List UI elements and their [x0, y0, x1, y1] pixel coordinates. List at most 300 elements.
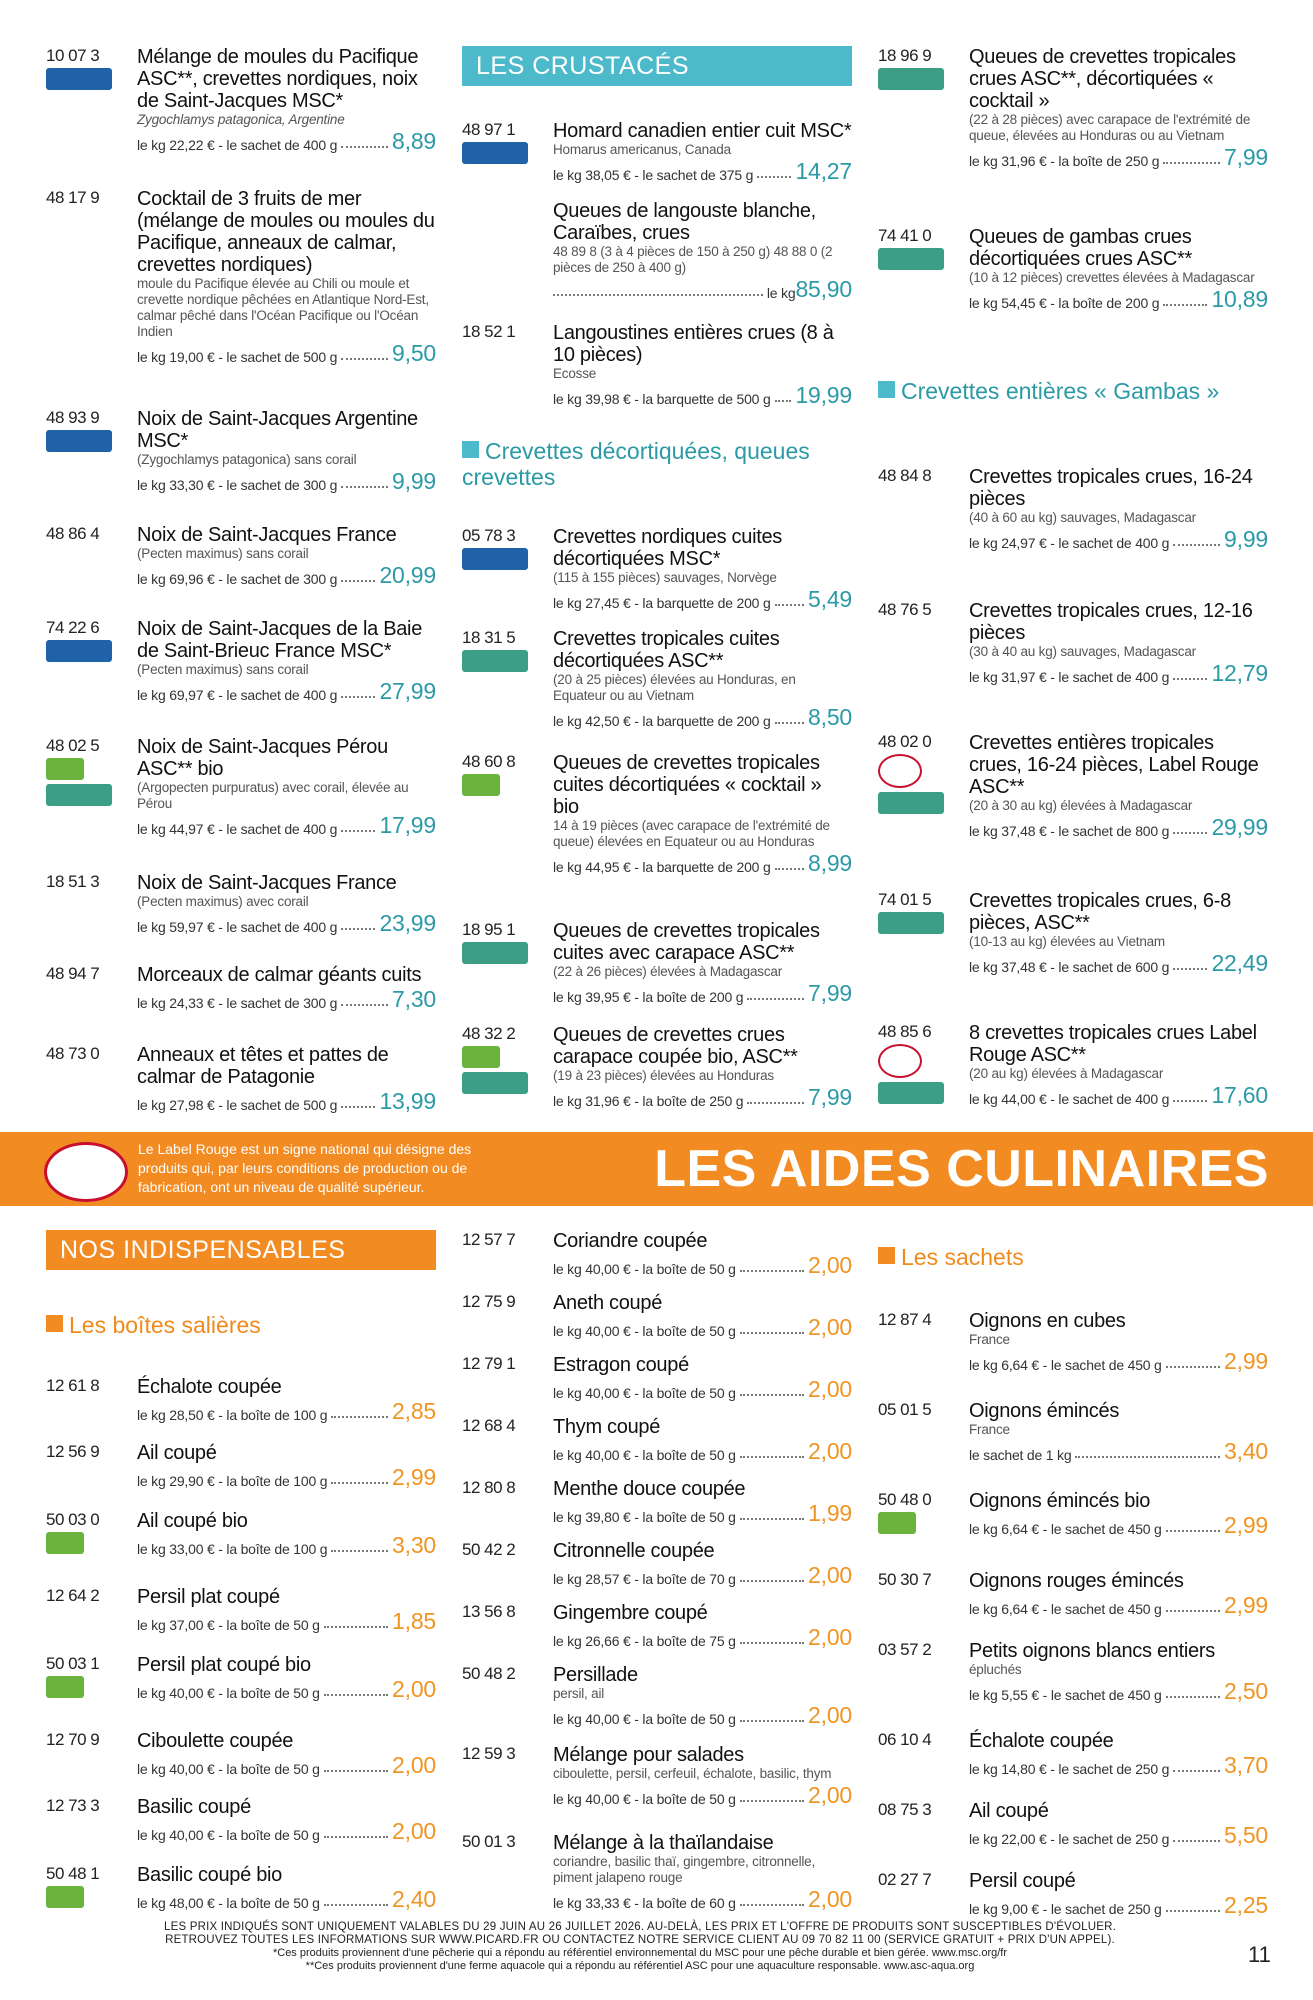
product-code: 48 84 8	[878, 466, 932, 485]
price-line	[969, 1083, 1268, 1107]
product-detail: France	[969, 1422, 1010, 1437]
product-detail: (19 à 23 pièces) élevées au Honduras	[553, 1068, 774, 1083]
unit-price: le kg 31,96 € - la boîte de 250 g	[553, 1093, 744, 1109]
price-line	[553, 1703, 852, 1727]
product-name: Gingembre coupé	[553, 1602, 708, 1624]
price-line	[137, 1887, 436, 1911]
contact-notice: RETROUVEZ TOUTES LES INFORMATIONS SUR WWW.PICARD.FR OU CONTACTEZ NOTRE SERVICE CLIENT AU 09 70 82 11 00 (SERVICE GRATUIT + PRIX D'UN APPEL).	[165, 1934, 1115, 1946]
asc-label-icon	[878, 248, 944, 270]
unit-price: le kg 19,00 € - le sachet de 500 g	[137, 349, 338, 365]
product-detail: ciboulette, persil, cerfeuil, échalote, basilic, thym	[553, 1766, 832, 1781]
price: 2,00	[392, 1676, 436, 1702]
unit-price: le kg 40,00 € - la boîte de 50 g	[553, 1323, 736, 1339]
unit-price: le kg 31,97 € - le sachet de 400 g	[969, 669, 1170, 685]
price-line	[553, 1253, 852, 1277]
unit-price: le kg 40,00 € - la boîte de 50 g	[553, 1791, 736, 1807]
product-code: 05 01 5	[878, 1400, 932, 1419]
unit-price: le kg 31,96 € - la boîte de 250 g	[969, 153, 1160, 169]
product-code: 05 78 3	[462, 526, 516, 545]
product-code: 48 85 6	[878, 1022, 932, 1041]
label-rouge-icon	[878, 754, 922, 788]
product-code: 03 57 2	[878, 1640, 932, 1659]
product-code: 18 52 1	[462, 322, 516, 341]
product-item	[878, 1870, 1268, 1917]
product-name: Cocktail de 3 fruits de mer (mélange de moules ou moules du Pacifique, anneaux de calmar, crevettes nordiques)	[137, 188, 435, 276]
unit-price: le kg 39,98 € - la barquette de 500 g	[553, 391, 771, 407]
asc-label-icon	[878, 68, 944, 90]
product-item	[878, 890, 1268, 975]
msc-label-icon	[46, 430, 112, 452]
product-detail: (Pecten maximus) avec corail	[137, 894, 309, 909]
label-rouge-note: Le Label Rouge est un signe national qui désigne des produits qui, par leurs conditions de production ou de fabrication, ont un niveau de qualité supérieur.	[138, 1141, 472, 1195]
price: 2,00	[808, 1314, 852, 1340]
price: 9,99	[1224, 526, 1268, 552]
product-detail: coriandre, basilic thaï, gingembre, citronnelle, piment jalapeno rouge	[553, 1854, 816, 1885]
product-name: Queues de crevettes crues carapace coupée bio, ASC**	[553, 1024, 798, 1068]
price: 2,50	[1224, 1678, 1268, 1704]
organic-leaf-icon	[878, 1512, 916, 1534]
price-line	[553, 1563, 852, 1587]
price: 2,99	[1224, 1512, 1268, 1538]
unit-price: le kg 24,97 € - le sachet de 400 g	[969, 535, 1170, 551]
price: 5,49	[808, 586, 852, 612]
heading-text: Les boîtes salières	[69, 1312, 261, 1338]
price: 2,00	[808, 1624, 852, 1650]
product-item	[462, 1354, 852, 1401]
organic-leaf-icon	[46, 758, 84, 780]
price-line	[969, 1823, 1268, 1847]
product-name: Crevettes tropicales crues, 12-16 pièces	[969, 600, 1253, 644]
price-line	[553, 1439, 852, 1463]
product-name: Queues de crevettes tropicales cuites décortiquées « cocktail » bio	[553, 752, 822, 818]
price-line	[969, 1893, 1268, 1917]
product-name: Ail coupé	[137, 1442, 217, 1464]
price: 3,70	[1224, 1752, 1268, 1778]
product-item	[46, 618, 436, 703]
product-item	[46, 46, 436, 153]
product-detail: (20 à 30 au kg) élevées à Madagascar	[969, 798, 1193, 813]
product-code: 10 07 3	[46, 46, 100, 65]
product-code: 48 93 9	[46, 408, 100, 427]
product-name: Persil coupé	[969, 1870, 1076, 1892]
msc-footnote: *Ces produits proviennent d'une pêcherie qui a répondu au référentiel environnemental du MSC pour une pêche durable et bien gérée. www.msc.org/fr	[272, 1947, 1008, 1959]
price-line	[137, 1609, 436, 1633]
asc-label-icon	[462, 1072, 528, 1094]
price-line	[969, 1679, 1268, 1703]
unit-price: le kg 38,05 € - le sachet de 375 g	[553, 167, 754, 183]
product-name: Basilic coupé bio	[137, 1864, 282, 1886]
product-item	[878, 1570, 1268, 1617]
product-name: Estragon coupé	[553, 1354, 689, 1376]
product-item	[462, 1664, 852, 1727]
product-item	[462, 526, 852, 611]
product-code: 74 22 6	[46, 618, 100, 637]
product-name: Anneaux et têtes et pattes de calmar de Patagonie	[137, 1044, 389, 1088]
product-code: 12 56 9	[46, 1442, 100, 1461]
price-line	[137, 1677, 436, 1701]
product-code: 18 51 3	[46, 872, 100, 891]
product-item	[462, 920, 852, 1005]
product-code: 12 61 8	[46, 1376, 100, 1395]
price-line	[969, 815, 1268, 839]
product-detail: Zygochlamys patagonica, Argentine	[137, 112, 345, 127]
product-name: Noix de Saint-Jacques Pérou ASC** bio	[137, 736, 388, 780]
heading-text: Les sachets	[901, 1244, 1024, 1270]
organic-leaf-icon	[46, 1532, 84, 1554]
product-detail: (40 à 60 au kg) sauvages, Madagascar	[969, 510, 1196, 525]
square-bullet-icon	[462, 441, 479, 458]
product-code: 50 01 3	[462, 1832, 516, 1851]
price: 2,00	[808, 1438, 852, 1464]
product-name: Thym coupé	[553, 1416, 661, 1438]
unit-price: le kg 6,64 € - le sachet de 450 g	[969, 1601, 1162, 1617]
price: 23,99	[379, 910, 436, 936]
sachets-heading	[878, 1244, 1258, 1270]
price: 1,85	[392, 1608, 436, 1634]
product-item	[46, 1730, 436, 1777]
unit-price: le kg 44,95 € - la barquette de 200 g	[553, 859, 771, 875]
product-name: Noix de Saint-Jacques France	[137, 524, 397, 546]
price: 2,40	[392, 1886, 436, 1912]
product-name: Coriandre coupée	[553, 1230, 708, 1252]
product-code: 50 48 2	[462, 1664, 516, 1683]
product-code: 48 17 9	[46, 188, 100, 207]
unit-price: le kg 40,00 € - la boîte de 50 g	[553, 1447, 736, 1463]
square-bullet-icon	[878, 1247, 895, 1264]
product-detail: (30 à 40 au kg) sauvages, Madagascar	[969, 644, 1196, 659]
heading-text: Crevettes entières « Gambas »	[901, 378, 1220, 404]
product-code: 18 96 9	[878, 46, 932, 65]
price-line	[969, 951, 1268, 975]
product-item	[878, 1730, 1268, 1777]
price-line	[137, 129, 436, 153]
product-code: 12 57 7	[462, 1230, 516, 1249]
label-rouge-logo-icon	[44, 1142, 128, 1202]
product-name: Basilic coupé	[137, 1796, 251, 1818]
price-line	[969, 1593, 1268, 1617]
price: 17,60	[1211, 1082, 1268, 1108]
product-detail: 48 89 8 (3 à 4 pièces de 150 à 250 g) 48 88 0 (2 pièces de 250 à 400 g)	[553, 244, 833, 275]
product-detail: (20 au kg) élevées à Madagascar	[969, 1066, 1164, 1081]
product-detail: Homarus americanus, Canada	[553, 142, 731, 157]
product-code: 48 76 5	[878, 600, 932, 619]
price: 2,00	[392, 1818, 436, 1844]
product-code: 50 48 1	[46, 1864, 100, 1883]
unit-price: le kg 6,64 € - le sachet de 450 g	[969, 1521, 1162, 1537]
price: 2,00	[808, 1562, 852, 1588]
price: 2,99	[392, 1464, 436, 1490]
product-detail: (Zygochlamys patagonica) sans corail	[137, 452, 357, 467]
product-detail: (22 à 26 pièces) élevées à Madagascar	[553, 964, 782, 979]
price: 7,99	[1224, 144, 1268, 170]
product-code: 06 10 4	[878, 1730, 932, 1749]
asc-label-icon	[878, 1082, 944, 1104]
unit-price: le kg 69,97 € - le sachet de 400 g	[137, 687, 338, 703]
product-detail: (10 à 12 pièces) crevettes élevées à Madagascar	[969, 270, 1255, 285]
product-detail: (Pecten maximus) sans corail	[137, 546, 309, 561]
heading-text: Crevettes décortiquées, queues crevettes	[462, 438, 810, 490]
product-detail: 14 à 19 pièces (avec carapace de l'extrémité de queue) élevées en Equateur ou au Honduras	[553, 818, 830, 849]
product-name: Ciboulette coupée	[137, 1730, 294, 1752]
unit-price: le kg	[766, 285, 796, 301]
unit-price: le kg 26,66 € - la boîte de 75 g	[553, 1633, 736, 1649]
product-code: 12 79 1	[462, 1354, 516, 1373]
product-detail: (115 à 155 pièces) sauvages, Norvège	[553, 570, 777, 585]
square-bullet-icon	[46, 1315, 63, 1332]
price-line	[137, 1819, 436, 1843]
product-detail: (20 à 25 pièces) élevées au Honduras, en Equateur ou au Vietnam	[553, 672, 796, 703]
product-item	[462, 1024, 852, 1109]
page-number: 11	[1248, 1942, 1271, 1967]
product-detail: (22 à 28 pièces) avec carapace de l'extrémité de queue, élevées au Honduras ou au Vietnam	[969, 112, 1251, 143]
product-item	[878, 1310, 1268, 1373]
price: 29,99	[1211, 814, 1268, 840]
price: 2,00	[808, 1376, 852, 1402]
unit-price: le kg 40,00 € - la boîte de 50 g	[553, 1385, 736, 1401]
product-item	[46, 1510, 436, 1557]
product-name: Échalote coupée	[137, 1376, 282, 1398]
product-name: Queues de gambas crues décortiquées crues ASC**	[969, 226, 1192, 270]
product-item	[46, 1796, 436, 1843]
asc-label-icon	[462, 650, 528, 672]
product-code: 50 42 2	[462, 1540, 516, 1559]
price: 3,30	[392, 1532, 436, 1558]
product-name: Oignons rouges émincés	[969, 1570, 1184, 1592]
product-name: Noix de Saint-Jacques de la Baie de Saint-Brieuc France MSC*	[137, 618, 423, 662]
price: 2,99	[1224, 1592, 1268, 1618]
asc-footnote: **Ces produits proviennent d'une ferme aquacole qui a répondu au référentiel ASC pour une aquaculture responsable. www.asc-aqua.org	[305, 1960, 975, 1972]
organic-leaf-icon	[462, 774, 500, 796]
unit-price: le kg 37,48 € - le sachet de 800 g	[969, 823, 1170, 839]
legal-footer	[140, 1921, 1140, 1973]
product-detail: (Pecten maximus) sans corail	[137, 662, 309, 677]
product-code: 08 75 3	[878, 1800, 932, 1819]
price-line	[553, 1501, 852, 1525]
price: 19,99	[795, 382, 852, 408]
price: 22,49	[1211, 950, 1268, 976]
price: 2,00	[808, 1886, 852, 1912]
price: 20,99	[379, 562, 436, 588]
product-item	[878, 600, 1268, 685]
price: 14,27	[795, 158, 852, 184]
unit-price: le kg 40,00 € - la boîte de 50 g	[137, 1761, 320, 1777]
unit-price: le kg 28,50 € - la boîte de 100 g	[137, 1407, 328, 1423]
product-item	[462, 752, 852, 875]
organic-leaf-icon	[46, 1676, 84, 1698]
product-code: 48 60 8	[462, 752, 516, 771]
price-line	[553, 159, 852, 183]
product-item	[878, 466, 1268, 551]
unit-price: le kg 33,33 € - la boîte de 60 g	[553, 1895, 736, 1911]
unit-price: le kg 14,80 € - le sachet de 250 g	[969, 1761, 1170, 1777]
product-item	[878, 1490, 1268, 1537]
price: 9,50	[392, 340, 436, 366]
product-name: Crevettes tropicales crues, 6-8 pièces, ASC**	[969, 890, 1231, 934]
price-line	[553, 1085, 852, 1109]
price-line	[553, 1783, 852, 1807]
price: 9,99	[392, 468, 436, 494]
unit-price: le kg 27,45 € - la barquette de 200 g	[553, 595, 771, 611]
product-code: 13 56 8	[462, 1602, 516, 1621]
price: 2,85	[392, 1398, 436, 1424]
unit-price: le kg 28,57 € - la boîte de 70 g	[553, 1571, 736, 1587]
product-item	[46, 1044, 436, 1113]
product-item	[46, 1654, 436, 1701]
product-name: Ail coupé bio	[137, 1510, 248, 1532]
price: 5,50	[1224, 1822, 1268, 1848]
unit-price: le kg 40,00 € - la boîte de 50 g	[137, 1827, 320, 1843]
price: 85,90	[795, 276, 852, 302]
product-item	[462, 120, 852, 183]
product-item	[462, 1292, 852, 1339]
unit-price: le kg 39,80 € - la boîte de 50 g	[553, 1509, 736, 1525]
unit-price: le kg 44,97 € - le sachet de 400 g	[137, 821, 338, 837]
product-item	[46, 1376, 436, 1423]
product-item	[462, 628, 852, 729]
unit-price: le sachet de 1 kg	[969, 1447, 1072, 1463]
organic-leaf-icon	[462, 1046, 500, 1068]
msc-label-icon	[462, 548, 528, 570]
product-detail: Ecosse	[553, 366, 597, 381]
price-line	[137, 679, 436, 703]
price: 8,89	[392, 128, 436, 154]
product-name: Oignons en cubes	[969, 1310, 1126, 1332]
price: 8,99	[808, 850, 852, 876]
product-name: Morceaux de calmar géants cuits	[137, 964, 422, 986]
product-item	[46, 188, 436, 365]
price-line	[553, 851, 852, 875]
product-code: 48 73 0	[46, 1044, 100, 1063]
product-item	[46, 736, 436, 837]
product-name: Queues de langouste blanche, Caraïbes, crues	[553, 200, 816, 244]
unit-price: le kg 29,90 € - la boîte de 100 g	[137, 1473, 328, 1489]
product-code: 12 87 4	[878, 1310, 932, 1329]
product-name: Menthe douce coupée	[553, 1478, 746, 1500]
price-line	[969, 145, 1268, 169]
unit-price: le kg 40,00 € - la boîte de 50 g	[553, 1711, 736, 1727]
price-line	[969, 527, 1268, 551]
square-bullet-icon	[878, 381, 895, 398]
price: 7,99	[808, 980, 852, 1006]
price-line	[137, 813, 436, 837]
product-code: 12 75 9	[462, 1292, 516, 1311]
asc-label-icon	[878, 792, 944, 814]
price: 17,99	[379, 812, 436, 838]
price: 8,50	[808, 704, 852, 730]
product-item	[878, 1800, 1268, 1847]
product-code: 12 73 3	[46, 1796, 100, 1815]
price: 3,40	[1224, 1438, 1268, 1464]
unit-price: le kg 69,96 € - le sachet de 300 g	[137, 571, 338, 587]
product-item	[878, 1400, 1268, 1463]
product-item	[46, 1864, 436, 1911]
product-name: Crevettes nordiques cuites décortiquées MSC*	[553, 526, 782, 570]
gambas-heading	[878, 378, 1278, 404]
section-title: LES AIDES CULINAIRES	[654, 1140, 1269, 1198]
price: 10,89	[1211, 286, 1268, 312]
product-item	[878, 732, 1268, 839]
unit-price: le kg 48,00 € - la boîte de 50 g	[137, 1895, 320, 1911]
product-code: 48 32 2	[462, 1024, 516, 1043]
unit-price: le kg 40,00 € - la boîte de 50 g	[553, 1261, 736, 1277]
product-detail: (10-13 au kg) élevées au Vietnam	[969, 934, 1165, 949]
product-name: Ail coupé	[969, 1800, 1049, 1822]
product-name: Crevettes tropicales cuites décortiquées ASC**	[553, 628, 780, 672]
product-code: 50 03 1	[46, 1654, 100, 1673]
product-detail: épluchés	[969, 1662, 1022, 1677]
unit-price: le kg 24,33 € - le sachet de 300 g	[137, 995, 338, 1011]
product-code: 48 02 0	[878, 732, 932, 751]
unit-price: le kg 37,48 € - le sachet de 600 g	[969, 959, 1170, 975]
product-item	[46, 524, 436, 587]
product-code: 74 41 0	[878, 226, 932, 245]
product-detail: (Argopecten purpuratus) avec corail, élevée au Pérou	[137, 780, 409, 811]
unit-price: le kg 42,50 € - la barquette de 200 g	[553, 713, 771, 729]
indispensables-banner: NOS INDISPENSABLES	[46, 1230, 436, 1270]
organic-leaf-icon	[46, 1886, 84, 1908]
price-line	[137, 1089, 436, 1113]
product-name: Mélange à la thaïlandaise	[553, 1832, 774, 1854]
product-detail: persil, ail	[553, 1686, 605, 1701]
product-name: Queues de crevettes tropicales cuites avec carapace ASC**	[553, 920, 820, 964]
product-item	[46, 1586, 436, 1633]
price: 2,00	[392, 1752, 436, 1778]
product-item	[46, 872, 436, 935]
product-code: 48 94 7	[46, 964, 100, 983]
price: 2,00	[808, 1782, 852, 1808]
product-name: Petits oignons blancs entiers	[969, 1640, 1215, 1662]
price-line	[969, 1513, 1268, 1537]
price-line	[969, 1349, 1268, 1373]
product-code: 50 48 0	[878, 1490, 932, 1509]
price: 7,99	[808, 1084, 852, 1110]
price-line	[553, 383, 852, 407]
msc-label-icon	[462, 142, 528, 164]
product-code: 12 68 4	[462, 1416, 516, 1435]
asc-label-icon	[878, 912, 944, 934]
price-line	[137, 987, 436, 1011]
unit-price: le kg 37,00 € - la boîte de 50 g	[137, 1617, 320, 1633]
product-code: 48 97 1	[462, 120, 516, 139]
unit-price: le kg 22,00 € - le sachet de 250 g	[969, 1831, 1170, 1847]
price-line	[137, 469, 436, 493]
price-line	[553, 981, 852, 1005]
price-line	[137, 1465, 436, 1489]
price-line	[553, 1315, 852, 1339]
salieres-heading	[46, 1312, 426, 1338]
product-name: Noix de Saint-Jacques Argentine MSC*	[137, 408, 418, 452]
price: 27,99	[379, 678, 436, 704]
price-line	[553, 705, 852, 729]
unit-price: le kg 9,00 € - le sachet de 250 g	[969, 1901, 1162, 1917]
price-line	[553, 277, 852, 301]
product-item	[462, 1832, 852, 1911]
unit-price: le kg 33,00 € - la boîte de 100 g	[137, 1541, 328, 1557]
unit-price: le kg 6,64 € - le sachet de 450 g	[969, 1357, 1162, 1373]
product-code: 12 70 9	[46, 1730, 100, 1749]
product-item	[46, 408, 436, 493]
product-name: Crevettes tropicales crues, 16-24 pièces	[969, 466, 1253, 510]
unit-price: le kg 33,30 € - le sachet de 300 g	[137, 477, 338, 493]
unit-price: le kg 59,97 € - le sachet de 400 g	[137, 919, 338, 935]
product-code: 50 03 0	[46, 1510, 100, 1529]
product-name: Homard canadien entier cuit MSC*	[553, 120, 852, 142]
price-line	[553, 1377, 852, 1401]
price-line	[553, 587, 852, 611]
unit-price: le kg 40,00 € - la boîte de 50 g	[137, 1685, 320, 1701]
decortiquees-heading	[462, 438, 842, 490]
unit-price: le kg 22,22 € - le sachet de 400 g	[137, 137, 338, 153]
